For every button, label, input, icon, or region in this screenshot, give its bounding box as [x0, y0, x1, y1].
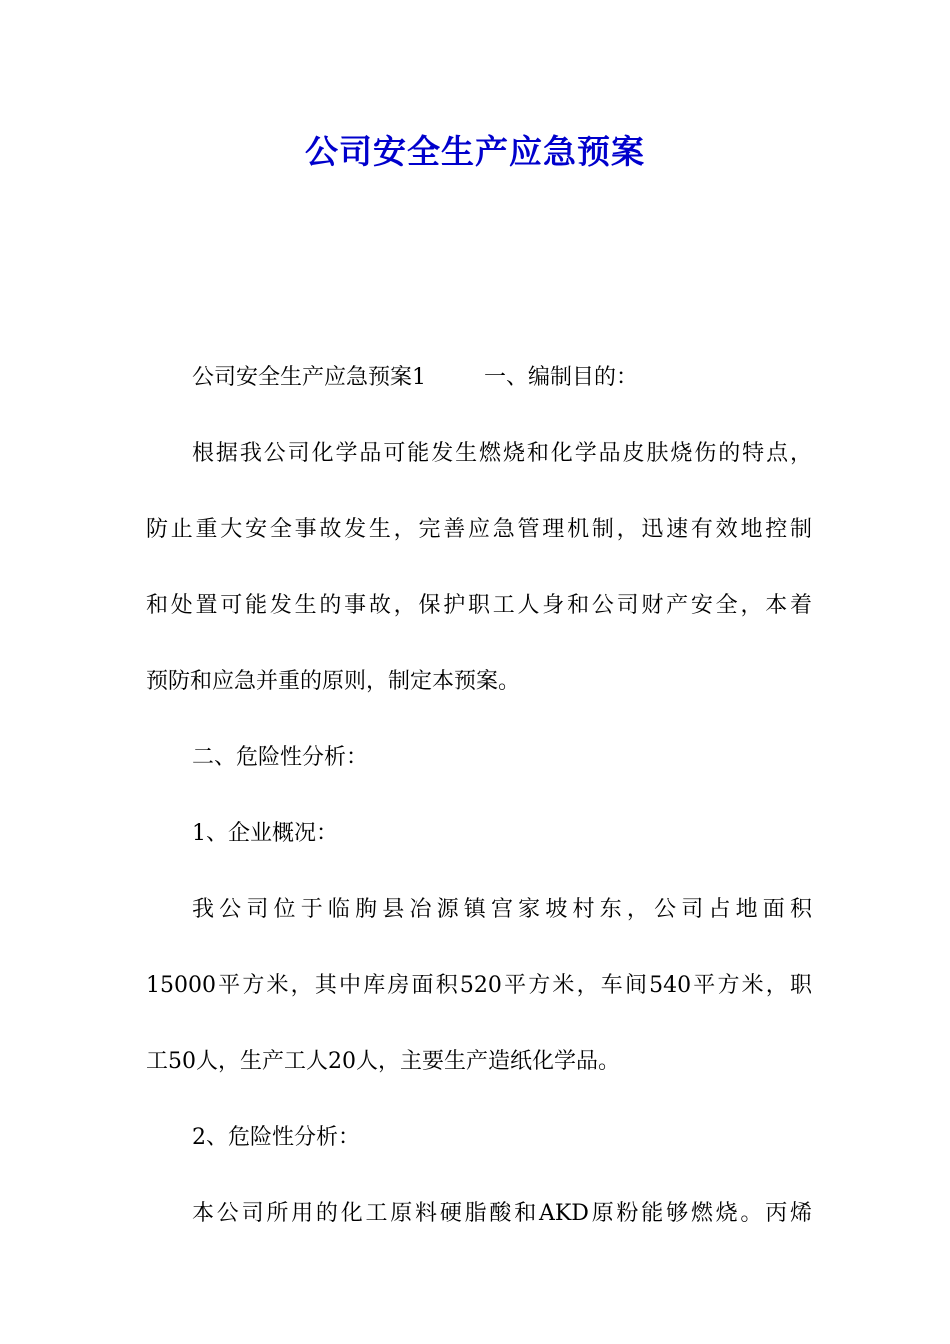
section-2-heading: 二、危险性分析： — [192, 745, 369, 770]
section-1-heading: 一、编制目的： — [484, 365, 639, 390]
subsection-2-heading: 2、危险性分析： — [192, 1125, 360, 1150]
paragraph-1-heading: 公司安全生产应急预案1 — [192, 365, 426, 390]
paragraph-1 — [146, 340, 812, 416]
subsection-1-heading: 1、企业概况： — [192, 821, 338, 846]
paragraph-2-line-2: 防止重大安全事故发生，完善应急管理机制，迅速有效地控制 — [146, 517, 812, 542]
paragraph-5-line-2: 15000平方米，其中库房面积520平方米，车间540平方米，职 — [146, 973, 812, 998]
paragraph-2-line-1: 根据我公司化学品可能发生燃烧和化学品皮肤烧伤的特点， — [192, 441, 812, 466]
document-body — [146, 340, 812, 1252]
paragraph-5-line-3: 工50人，生产工人20人，主要生产造纸化学品。 — [146, 1049, 620, 1074]
document-title: 公司安全生产应急预案 — [305, 132, 645, 171]
paragraph-2-line-3: 和处置可能发生的事故，保护职工人身和公司财产安全，本着 — [146, 593, 812, 618]
paragraph-5-line-1: 我公司位于临朐县冶源镇宫家坡村东，公司占地面积 — [192, 897, 812, 922]
paragraph-2-line-4: 预防和应急并重的原则，制定本预案。 — [146, 669, 521, 694]
paragraph-7-line-1: 本公司所用的化工原料硬脂酸和AKD原粉能够燃烧。丙烯 — [192, 1201, 812, 1226]
